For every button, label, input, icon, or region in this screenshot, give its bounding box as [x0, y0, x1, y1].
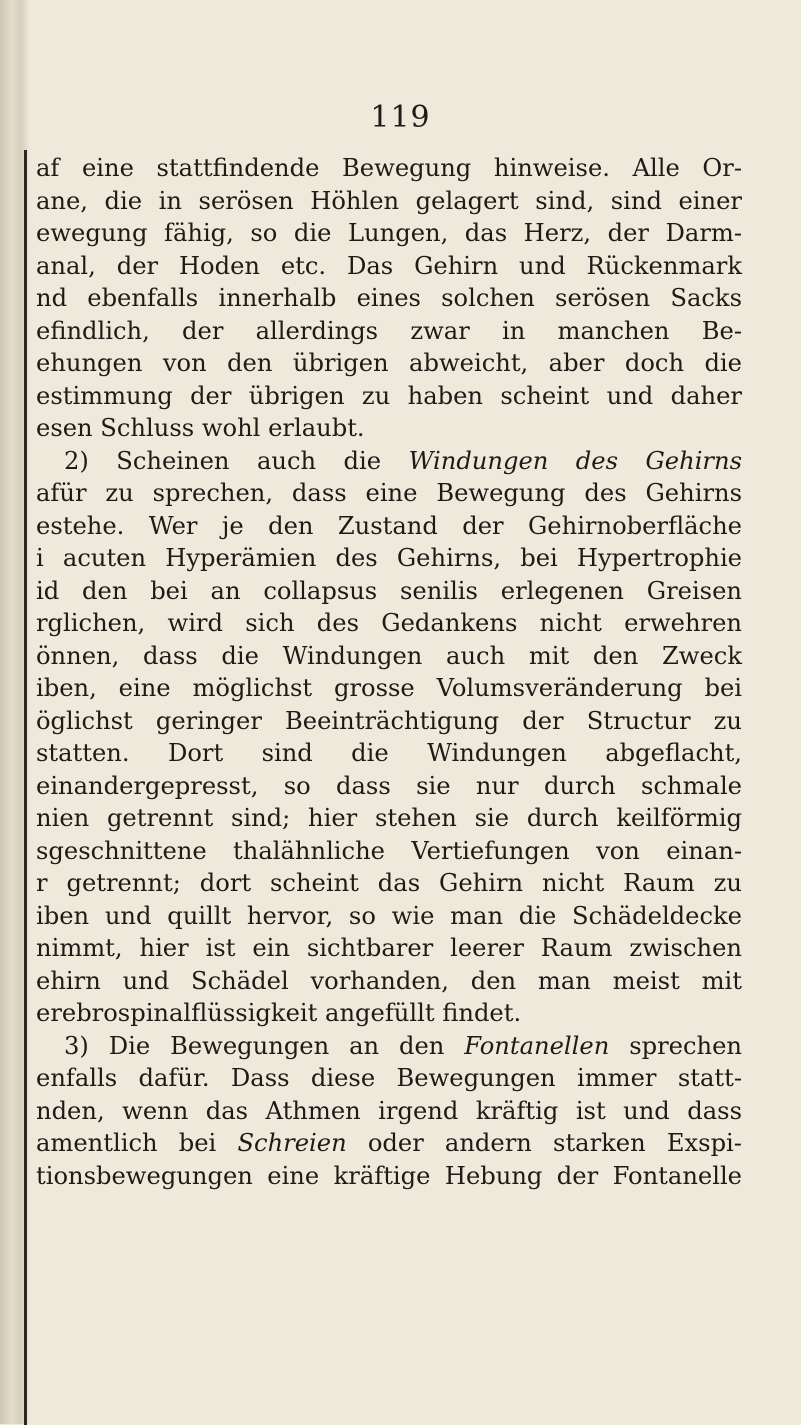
text-line: rglichen, wird sich des Gedankens nicht erwehren — [36, 609, 742, 637]
text-line: einandergepresst, so dass sie nur durch schmale — [36, 771, 742, 800]
text-line: tionsbewegungen eine kräftige Hebung der Fontanelle — [36, 1161, 742, 1190]
text-line: statten. Dort sind die Windungen abgeflacht, — [36, 739, 742, 767]
page-number: 119 — [370, 100, 431, 135]
text-line: estehe. Wer je den Zustand der Gehirnoberfläche — [36, 511, 742, 540]
text-line: enfalls dafür. Dass diese Bewegungen immer statt- — [36, 1064, 742, 1092]
text-line: ehirn und Schädel vorhanden, den man meist mit — [36, 966, 742, 995]
text-line: efindlich, der allerdings zwar in manchen Be- — [36, 316, 742, 345]
text-line: önnen, dass die Windungen auch mit den Zweck — [36, 641, 742, 670]
text-line: nien getrennt sind; hier stehen sie durch keilförmig — [36, 804, 742, 832]
text-line: esen Schluss wohl erlaubt. — [36, 414, 365, 442]
emphasis-text: Schreien — [237, 1129, 347, 1157]
paragraph-2-opening — [36, 445, 742, 478]
text-line: af eine stattfindende Bewegung hinweise. Alle Or- — [36, 154, 742, 182]
text-line: r getrennt; dort scheint das Gehirn nicht Raum zu — [36, 869, 742, 897]
text-line — [36, 1127, 742, 1160]
text-line: öglichst geringer Beeinträchtigung der Structur zu — [36, 706, 742, 735]
gutter-edge — [24, 150, 27, 1425]
text-span: Die Bewegungen an den — [108, 1031, 445, 1060]
text-line: sgeschnittene thalähnliche Vertiefungen von einan- — [36, 836, 742, 865]
text-span: oder andern starken Exspi- — [367, 1129, 742, 1157]
text-span: sprechen — [629, 1031, 742, 1060]
text-line: nd ebenfalls innerhalb eines solchen serösen Sacks — [36, 284, 742, 312]
emphasis-text: Fontanellen — [464, 1031, 610, 1060]
paragraph-number: 3) — [64, 1031, 89, 1060]
text-line: nimmt, hier ist ein sichtbarer leerer Raum zwischen — [36, 934, 742, 962]
text-line: afür zu sprechen, dass eine Bewegung des Gehirns — [36, 479, 742, 507]
text-line: iben und quillt hervor, so wie man die Schädeldecke — [36, 901, 742, 930]
paragraph-number: 2) — [64, 446, 89, 475]
text-span: Scheinen auch die — [116, 446, 382, 475]
emphasis-text: Windungen des Gehirns — [408, 446, 742, 475]
text-line: estimmung der übrigen zu haben scheint und daher — [36, 381, 742, 410]
text-line: nden, wenn das Athmen irgend kräftig ist und dass — [36, 1096, 742, 1125]
text-span: amentlich bei — [36, 1129, 217, 1157]
text-line: ane, die in serösen Höhlen gelagert sind, sind einer — [36, 186, 742, 215]
text-line: iben, eine möglichst grosse Volumsveränderung bei — [36, 674, 742, 702]
text-line: ewegung fähig, so die Lungen, das Herz, der Darm- — [36, 219, 742, 247]
text-line: erebrospinalflüssigkeit angefüllt findet. — [36, 999, 522, 1027]
body-text — [36, 152, 742, 1192]
text-line: i acuten Hyperämien des Gehirns, bei Hypertrophie — [36, 544, 742, 572]
text-line: id den bei an collapsus senilis erlegenen Greisen — [36, 576, 742, 605]
text-line: anal, der Hoden etc. Das Gehirn und Rückenmark — [36, 251, 742, 280]
text-line: ehungen von den übrigen abweicht, aber doch die — [36, 349, 742, 377]
paragraph-3-opening — [36, 1030, 742, 1063]
